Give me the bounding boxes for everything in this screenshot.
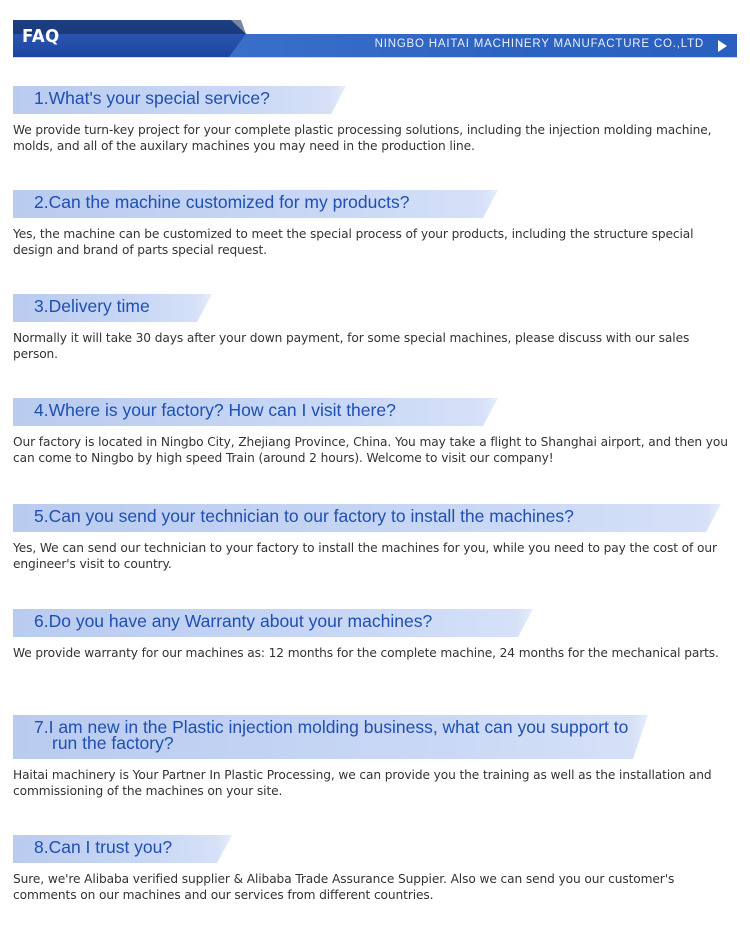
question-bar <box>13 398 737 426</box>
answer-text: Yes, We can send our technician to your factory to install the machines for you, while you need to pay the cost of our engineer's visit to country. <box>13 541 717 571</box>
question-text: 2.Can the machine customized for my products? <box>34 192 410 212</box>
question-bar <box>13 715 737 759</box>
question-bar <box>13 86 737 114</box>
faq-item <box>13 294 737 362</box>
question-text: 6.Do you have any Warranty about your machines? <box>34 611 433 631</box>
question-text: 7.I am new in the Plastic injection molding business, what can you support to run the factory? <box>34 717 629 753</box>
answer-text: We provide warranty for our machines as: 12 months for the complete machine, 24 months for the mechanical parts. <box>13 646 719 660</box>
answer-text: Our factory is located in Ningbo City, Zhejiang Province, China. You may take a flight to Shanghai airport, and then you can come to Ningbo by high speed Train (around 2 hours). Welcome to visit our company! <box>13 435 728 465</box>
answer-text: Haitai machinery is Your Partner In Plastic Processing, we can provide you the training as well as the installation and commissioning of the machines on your site. <box>13 768 712 798</box>
faq-item <box>13 86 737 154</box>
faq-banner <box>0 0 750 80</box>
faq-item <box>13 609 737 661</box>
answer-text: Normally it will take 30 days after your down payment, for some special machines, please discuss with our sales person. <box>13 331 690 361</box>
banner-divider <box>13 57 737 58</box>
question-bar <box>13 835 737 863</box>
answer-text: Sure, we're Alibaba verified supplier & Alibaba Trade Assurance Suppier. Also we can send you our customer's comments on our machines and our services from different countries. <box>13 872 675 902</box>
faq-item <box>13 190 737 258</box>
question-bar <box>13 190 737 218</box>
question-text: 8.Can I trust you? <box>34 837 173 857</box>
faq-item <box>13 715 737 799</box>
question-text: 4.Where is your factory? How can I visit there? <box>34 400 396 420</box>
question-text: 3.Delivery time <box>34 296 150 316</box>
question-text: 1.What's your special service? <box>34 88 270 108</box>
play-arrow-icon <box>718 40 727 52</box>
question-bar <box>13 609 737 637</box>
answer-text: Yes, the machine can be customized to meet the special process of your products, including the structure special design and brand of parts special request. <box>13 227 694 257</box>
question-bar <box>13 294 737 322</box>
faq-item <box>13 835 737 903</box>
faq-item <box>13 398 737 466</box>
question-bar <box>13 504 737 532</box>
company-name: NINGBO HAITAI MACHINERY MANUFACTURE CO.,LTD <box>374 38 704 50</box>
faq-item <box>13 504 737 572</box>
page-title: FAQ <box>22 26 60 47</box>
answer-text: We provide turn-key project for your complete plastic processing solutions, including the injection molding machine, molds, and all of the auxilary machines you may need in the production line. <box>13 123 712 153</box>
question-text: 5.Can you send your technician to our factory to install the machines? <box>34 506 574 526</box>
